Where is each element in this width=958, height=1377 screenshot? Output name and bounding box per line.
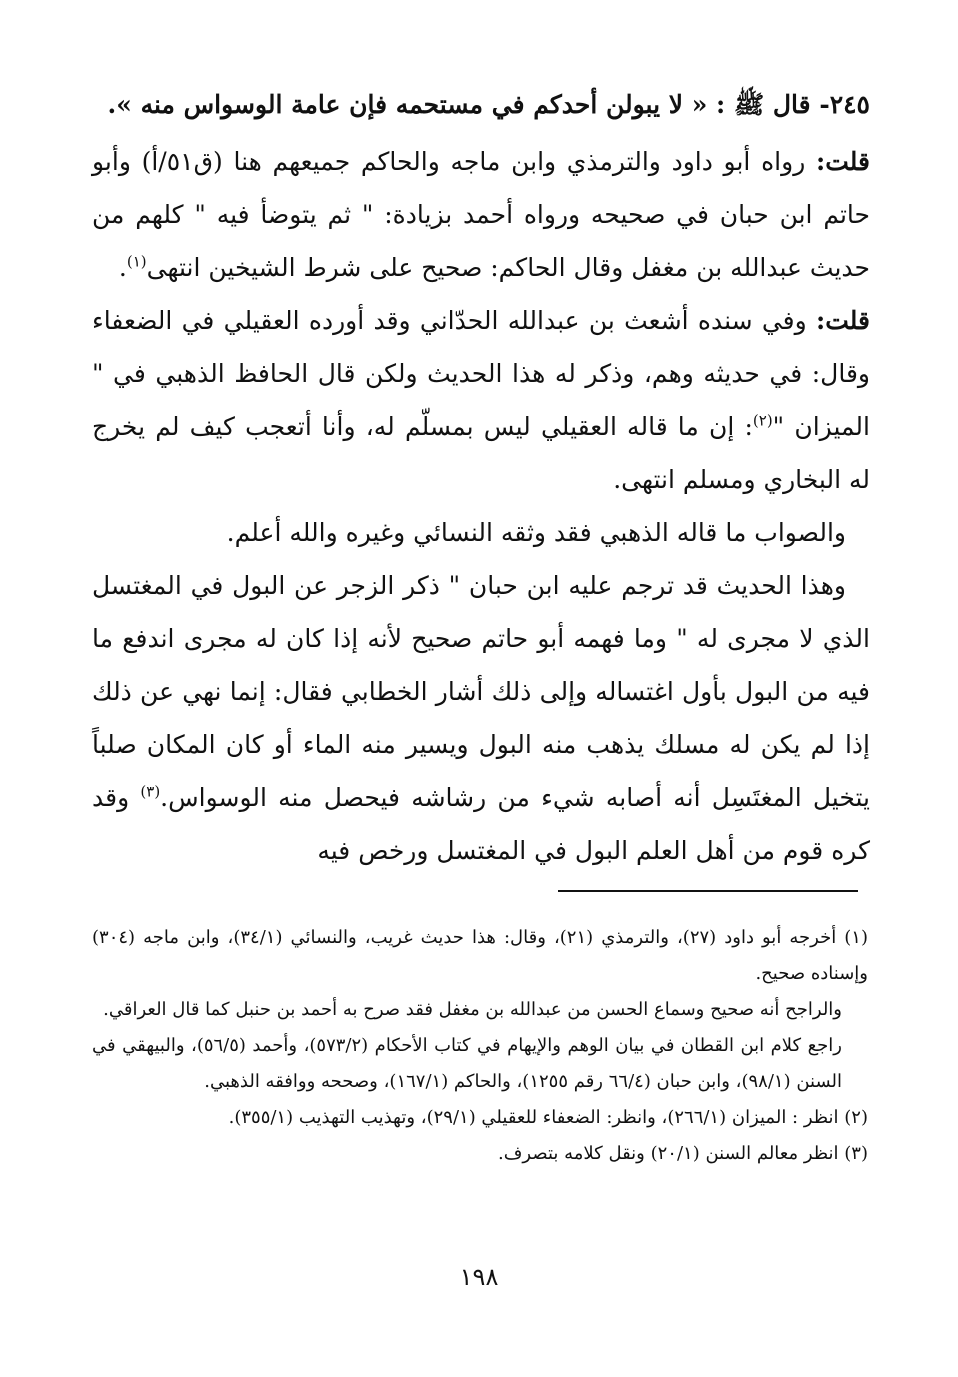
hadith-heading: ٢٤٥- قال ﷺ : « لا يبولن أحدكم في مستحمه فإن عامة الوسواس منه ». <box>107 90 870 119</box>
paragraph-4-text-b: وقد كره قوم من أهل العلم البول في المغتسل ورخص فيه <box>92 783 870 865</box>
paragraph-1-text: رواه أبو داود والترمذي وابن ماجه والحاكم جميعهم هنا (ق٥١/أ) وأبو حاتم ابن حبان في صحيحه ورواه أحمد بزيادة: " ثم يتوضأ فيه " كلهم من حديث عبدالله بن مغفل وقال الحاكم: صحيح على شرط الشيخين انتهى <box>92 147 870 282</box>
footnote-divider <box>558 890 858 892</box>
footnotes <box>92 920 868 1172</box>
footnote-ref-3[interactable]: (٣) <box>140 782 161 801</box>
paragraph-1-end: . <box>118 253 127 282</box>
paragraph-4-text-a: وهذا الحديث قد ترجم عليه ابن حبان " ذكر الزجر عن البول في المغتسل الذي لا مجرى له " وما فهمه أبو حاتم صحيح لأنه إذا كان له مجرى اندفع ما فيه من البول بأول اغتساله وإلى ذلك أشار الخطابي فقال: إنما نهي عن ذلك إذا لم يكن له مسلك يذهب منه البول ويسير منه الماء أو كان المكان صلباً يتخيل المغتَسِل أنه أصابه شيء من رشاشه فيحصل منه الوسواس. <box>92 571 870 812</box>
footnote-1-sources: راجع كلام ابن القطان في بيان الوهم والإيهام في كتاب الأحكام (٥٧٣/٢)، وأحمد (٥٦/٥)، والبيهقي في السنن (٩٨/١)، وابن حبان (٦٦/٤ رقم ١٢٥٥)، والحاكم (١٦٧/١)، وصححه ووافقه الذهبي. <box>92 1035 842 1092</box>
paragraph-2-text-a: وفي سنده أشعث بن عبدالله الحدّاني وقد أورده العقيلي في الضعفاء وقال: في حديثه وهم، وذكر له هذا الحديث ولكن قال الحافظ الذهبي في " الميزان " <box>92 306 870 441</box>
footnote-ref-1[interactable]: (١) <box>126 252 147 271</box>
paragraph-2-text-b: : إن ما قاله العقيلي ليس بمسلّم له، وأنا أتعجب كيف لم يخرج له البخاري ومسلم انتهى. <box>92 412 870 494</box>
paragraph-2-lead: قلت: <box>815 306 870 335</box>
paragraph-3: والصواب ما قاله الذهبي فقد وثقه النسائي وغيره والله أعلم. <box>226 518 846 547</box>
paragraph-2 <box>92 294 870 506</box>
page-number: ١٩٨ <box>459 1263 499 1291</box>
paragraph-1 <box>92 135 870 294</box>
footnote-1: (١) أخرجه أبو داود (٢٧)، والترمذي (٢١)، وقال: هذا حديث غريب، والنسائي (٣٤/١)، وابن ماجه (٣٠٤) وإسناده صحيح. <box>92 927 868 984</box>
footnote-2: (٢) انظر : الميزان (٢٦٦/١)، وانظر: الضعفاء للعقيلي (٢٩/١)، وتهذيب التهذيب (٣٥٥/١). <box>228 1107 868 1128</box>
paragraph-4 <box>92 559 870 877</box>
footnote-3: (٣) انظر معالم السنن (٢٠/١) ونقل كلامه بتصرف. <box>498 1143 868 1164</box>
footnote-1-continued: والراجح أنه صحيح وسماع الحسن من عبدالله بن مغفل فقد صرح به أحمد بن حنبل كما قال العراقي. <box>103 999 842 1020</box>
paragraph-1-lead: قلت: <box>815 147 870 176</box>
main-text <box>92 78 870 877</box>
footnote-ref-2[interactable]: (٢) <box>752 411 773 430</box>
